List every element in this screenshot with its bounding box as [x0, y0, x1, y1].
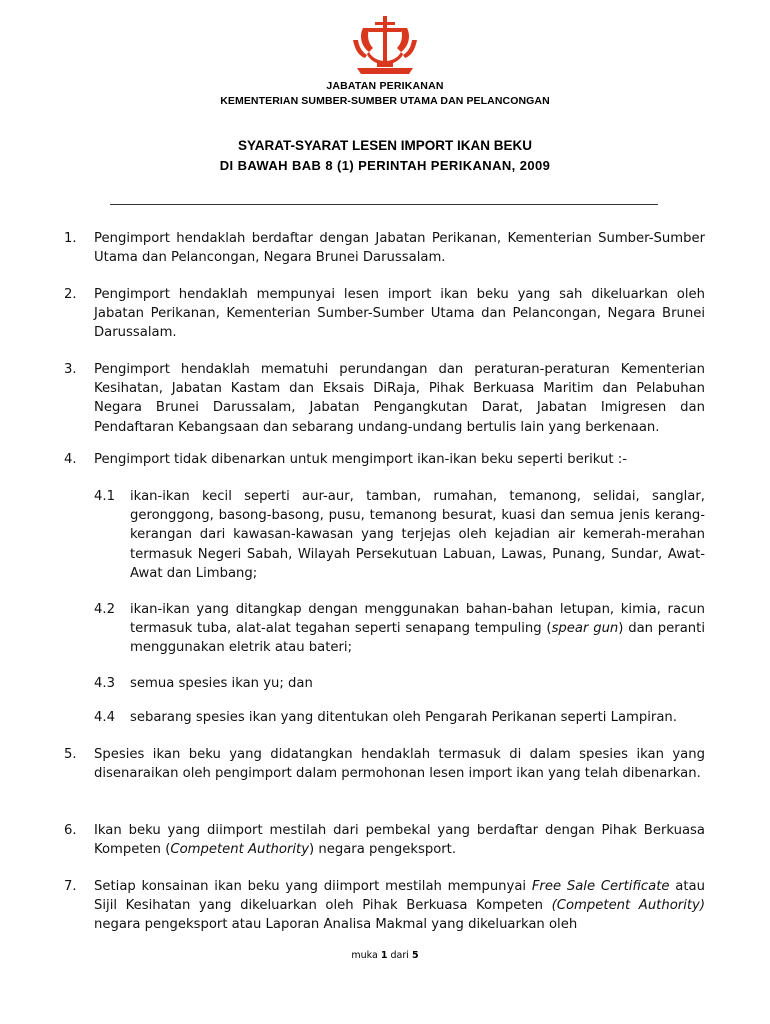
subitem-number: 4.1	[94, 489, 115, 504]
item-number: 5.	[64, 747, 77, 762]
item-text: Setiap konsainan ikan beku yang diimport mestilah mempunyai Free Sale Certificate atau Sijil Kesihatan yang dikeluarkan oleh Pihak Berkuasa Kompeten (Competent Authority) negara pengeksport atau Laporan Analisa Makmal yang dikeluarkan oleh	[94, 879, 705, 933]
item-number: 6.	[64, 823, 77, 838]
free-sale-certificate-term: Free Sale Certificate	[531, 879, 670, 894]
brunei-crest-icon	[351, 14, 419, 80]
item-text: Spesies ikan beku yang didatangkan hendaklah termasuk di dalam spesies ikan yang disenaraikan oleh pengimport dalam permohonan lesen import ikan yang telah dibenarkan.	[94, 747, 705, 782]
item-text: Pengimport hendaklah mematuhi perundangan dan peraturan-peraturan Kementerian Kesihatan, Jabatan Kastam dan Eksais DiRaja, Pihak Berkuasa Maritim dan Pelabuhan Negara Brunei Darussalam, Jabatan Pengangkutan Darat, Jabatan Imigresen dan Pendaftaran Kebangsaan dan sebarang undang-undang bertulis lain yang berkenaan.	[94, 362, 705, 435]
subitem-text: semua spesies ikan yu; dan	[130, 676, 313, 691]
subitem-number: 4.3	[94, 676, 115, 691]
item-number: 7.	[64, 879, 77, 894]
document-subtitle: DI BAWAH BAB 8 (1) PERINTAH PERIKANAN, 2009	[219, 158, 551, 173]
document-title: SYARAT-SYARAT LESEN IMPORT IKAN BEKU	[237, 138, 533, 153]
subitem-text: ikan-ikan yang ditangkap dengan menggunakan bahan-bahan letupan, kimia, racun termasuk tuba, alat-alat tegahan seperti senapang tempuling (spear gun) dan peranti menggunakan eletrik atau bateri;	[130, 602, 705, 656]
subitem-number: 4.2	[94, 602, 115, 617]
ministry-name: KEMENTERIAN SUMBER-SUMBER UTAMA DAN PELANCONGAN	[220, 95, 550, 107]
department-name: JABATAN PERIKANAN	[326, 80, 444, 92]
item-number: 2.	[64, 287, 77, 302]
total-pages: 5	[411, 950, 419, 961]
item-text: Pengimport hendaklah berdaftar dengan Jabatan Perikanan, Kementerian Sumber-Sumber Utama dan Pelancongan, Negara Brunei Darussalam.	[94, 231, 705, 266]
spear-gun-term: spear gun	[551, 621, 619, 637]
subitem-text: ikan-ikan kecil seperti aur-aur, tamban, rumahan, temanong, selidai, sanglar, geronggong, basong-basong, pusu, temanong besurat, kuasi dan semua jenis kerang-kerangan dari kawasan-kawasan yang terjejas oleh kejadian air kemerah-merahan termasuk Negeri Sabah, Wilayah Persekutuan Labuan, Lawas, Punang, Sundar, Awat-Awat dan Limbang;	[130, 489, 705, 581]
item-text: Ikan beku yang diimport mestilah dari pembekal yang berdaftar dengan Pihak Berkuasa Kompeten (Competent Authority) negara pengeksport.	[94, 823, 705, 858]
competent-authority-term: Competent Authority	[170, 842, 310, 858]
subitem-text: sebarang spesies ikan yang ditentukan oleh Pengarah Perikanan seperti Lampiran.	[130, 710, 677, 725]
competent-authority-term: (Competent Authority)	[551, 898, 705, 914]
item-number: 1.	[64, 231, 77, 246]
page-footer: muka 1 dari 5	[351, 950, 419, 961]
item-text: Pengimport hendaklah mempunyai lesen import ikan beku yang sah dikeluarkan oleh Jabatan Perikanan, Kementerian Sumber-Sumber Utama dan Pelancongan, Negara Brunei Darussalam.	[94, 287, 705, 341]
title-divider	[110, 204, 658, 205]
subitem-number: 4.4	[94, 710, 115, 725]
item-number: 4.	[64, 452, 77, 467]
current-page: 1	[380, 950, 388, 961]
item-number: 3.	[64, 362, 77, 377]
item-text: Pengimport tidak dibenarkan untuk mengimport ikan-ikan beku seperti berikut :-	[94, 452, 627, 467]
